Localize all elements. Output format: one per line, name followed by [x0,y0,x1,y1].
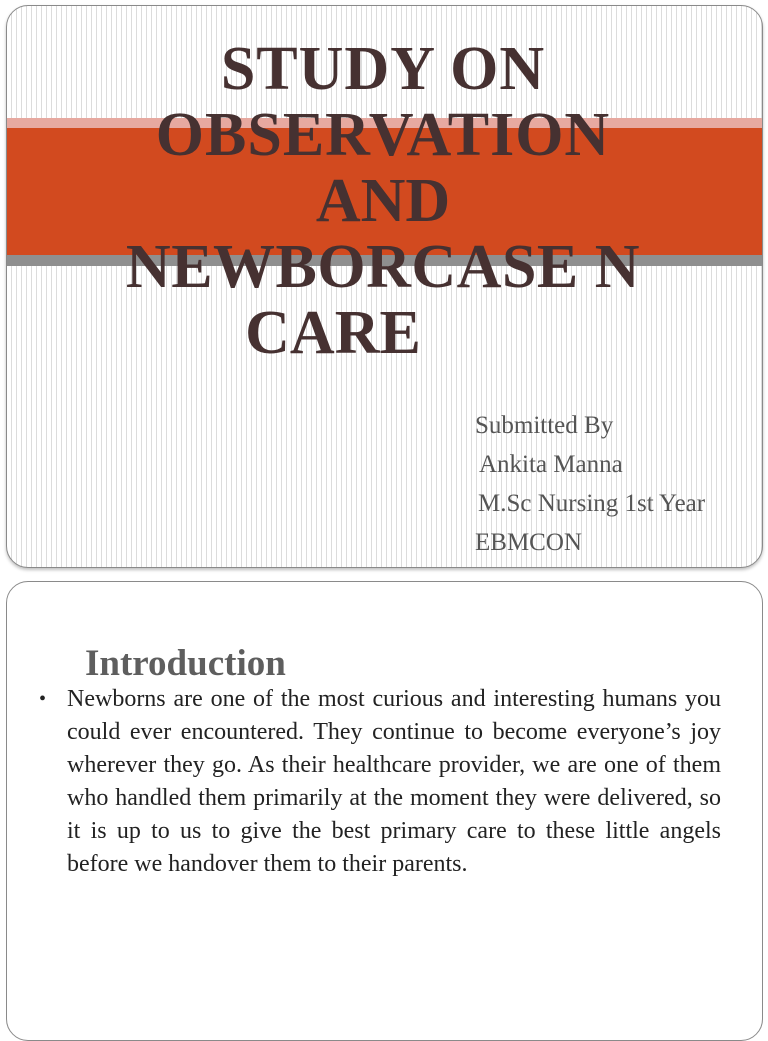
title-line-4: NEWBORCASE N [125,233,641,301]
bullet-icon: • [39,688,47,710]
course-name: M.Sc Nursing 1st Year [478,490,706,517]
submission-info [475,406,705,562]
title-line-1: STUDY ON [220,35,546,103]
list-item [39,683,721,881]
introduction-slide [6,581,763,1041]
author-name: Ankita Manna [479,451,623,478]
introduction-list [39,683,721,881]
introduction-heading: Introduction [85,643,286,684]
title-line-2: OBSERVATION [155,101,611,169]
submitted-by-label: Submitted By [475,412,614,439]
title-line-5: CARE [245,299,421,367]
title-slide [6,5,763,568]
title-line-3: AND [315,167,451,235]
introduction-text: Newborns are one of the most curious and interesting humans you could ever encountered. They continue to become everyone’s joy wherever they go. As their healthcare provider, we are one of them who handled them primarily at the moment they were delivered, so it is up to us to give the best primary care to these little angels before we handover them to their parents. [67,686,721,877]
slide-title [7,36,759,366]
institution-name: EBMCON [475,529,582,556]
